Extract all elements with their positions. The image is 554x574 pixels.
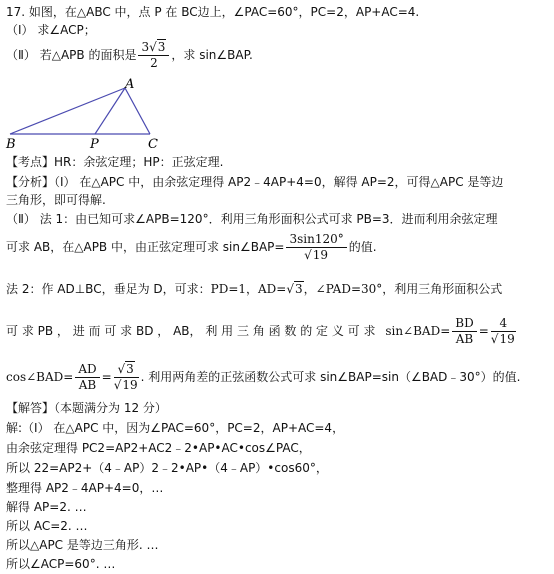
bd-ab-num: BD xyxy=(452,316,476,332)
cos-bad-equals: = xyxy=(101,370,112,384)
fenxi-line-2: 三角形，即可得解. xyxy=(6,193,106,207)
cos-bad-value-fraction: $\frac{√3}{√19}$ xyxy=(113,362,138,392)
bd-ab-fraction xyxy=(452,316,476,347)
problem-part-1: （Ⅰ） 求∠ACP； xyxy=(6,23,96,37)
fenxi-line-6-text: 可 求 PB ， 进 而 可 求 BD ， AB， 利 用 三 角 函 数 的 定 义 可 求 xyxy=(6,324,376,338)
problem-line-1: 17. 如图，在△ABC 中，点 P 在 BC边上，∠PAC=60°，PC=2，AP+AC=4. xyxy=(6,5,420,19)
sin-bap-num: 3sin120° xyxy=(286,232,346,248)
fenxi-line-7-tail: . 利用两角差的正弦函数公式可求 sin∠BAP=sin（∠BAD﹣30°）的值. xyxy=(140,370,521,384)
label-B: B xyxy=(6,137,16,150)
answer-line-8: 所以∠ACP=60°. … xyxy=(6,557,116,571)
pad-angle: ，∠PAD=30° xyxy=(303,282,383,296)
cos-bad-value-den: 19 xyxy=(122,378,138,392)
area-den: 2 xyxy=(150,56,158,70)
jieda-title: 【解答】（本题满分为 12 分） xyxy=(6,401,167,415)
cos-bad-value-num: 3 xyxy=(126,362,134,376)
answer-line-6: 所以 AC=2. … xyxy=(6,519,88,533)
answer-line-7: 所以△APC 是等边三角形. … xyxy=(6,538,159,552)
fenxi-line-5-tail: ，利用三角形面积公式 xyxy=(382,282,503,296)
ad-radicand: 3 xyxy=(295,282,303,296)
bd-ab-den: AB xyxy=(455,332,474,346)
ad-ab-den: AB xyxy=(78,378,97,392)
segment-AP xyxy=(95,88,125,134)
label-A: A xyxy=(125,78,135,92)
answer-line-5: 解得 AP=2. … xyxy=(6,500,87,514)
area-fraction: $\frac{3√3}{2}$ xyxy=(138,40,169,71)
sin-bad-equals: = xyxy=(478,324,489,338)
pd-ad-values: PD=1，AD= xyxy=(210,282,287,296)
problem-part-2 xyxy=(6,40,253,71)
area-num-coef: 3 xyxy=(141,40,150,54)
fenxi-line-5: 法 2：作 AD⊥BC，垂足为 D，可求：PD=1，AD=√3，∠PAD=30°，利用三角形面积公式 xyxy=(6,282,503,296)
fenxi-line-4-tail: 的值. xyxy=(348,240,377,254)
sin-bad-label: sin∠BAD= xyxy=(385,324,451,338)
problem-part-2-text: （Ⅱ） 若△APB 的面积是 xyxy=(6,48,137,62)
fenxi-line-4-text: 可求 AB，在△APB 中，由正弦定理可求 sin∠BAP= xyxy=(6,240,285,254)
fenxi-line-1: 【分析】（Ⅰ） 在△APC 中，由余弦定理得 AP2﹣4AP+4=0，解得 AP=2，可得△APC 是等边 xyxy=(6,175,504,189)
problem-part-2-tail: ，求 sin∠BAP. xyxy=(171,48,253,62)
sin-bap-den: 19 xyxy=(312,248,329,262)
ad-ab-num: AD xyxy=(75,362,99,378)
ad-ab-fraction xyxy=(75,362,99,393)
answer-line-2: 由余弦定理得 PC2=AP2+AC2﹣2•AP•AC•cos∠PAC， xyxy=(6,441,311,455)
answer-line-3: 所以 22=AP2+（4﹣AP）2﹣2•AP•（4﹣AP）•cos60°， xyxy=(6,461,328,475)
sin-bad-value-num: 4 xyxy=(491,316,516,332)
triangle-figure xyxy=(4,78,164,150)
sin-bap-fraction: $\frac{3\sin 120^\circ}{√19}$ xyxy=(286,232,346,263)
label-C: C xyxy=(148,137,158,150)
cos-bad-label: cos∠BAD= xyxy=(6,370,74,384)
fenxi-line-4 xyxy=(6,232,377,263)
fenxi-line-6 xyxy=(6,316,518,347)
fenxi-line-7 xyxy=(6,362,520,393)
side-BA xyxy=(10,88,125,134)
sin-bad-value-fraction: $\frac{4}{√19}$ xyxy=(490,316,515,346)
area-num-radicand: 3 xyxy=(157,40,166,54)
fenxi-line-3: （Ⅱ） 法 1：由已知可求∠APB=120°．利用三角形面积公式可求 PB=3．进而利用余弦定理 xyxy=(6,212,498,226)
answer-line-1: 解:（Ⅰ） 在△APC 中，因为∠PAC=60°，PC=2，AP+AC=4， xyxy=(6,421,345,435)
answer-line-4: 整理得 AP2﹣4AP+4=0，… xyxy=(6,481,164,495)
fenxi-line-5-text: 法 2：作 AD⊥BC，垂足为 D，可求： xyxy=(6,282,211,296)
label-P: P xyxy=(90,137,99,150)
sin-bad-value-den: 19 xyxy=(499,332,515,346)
kaodian-line: 【考点】HR：余弦定理；HP：正弦定理. xyxy=(6,155,224,169)
side-AC xyxy=(125,88,150,134)
